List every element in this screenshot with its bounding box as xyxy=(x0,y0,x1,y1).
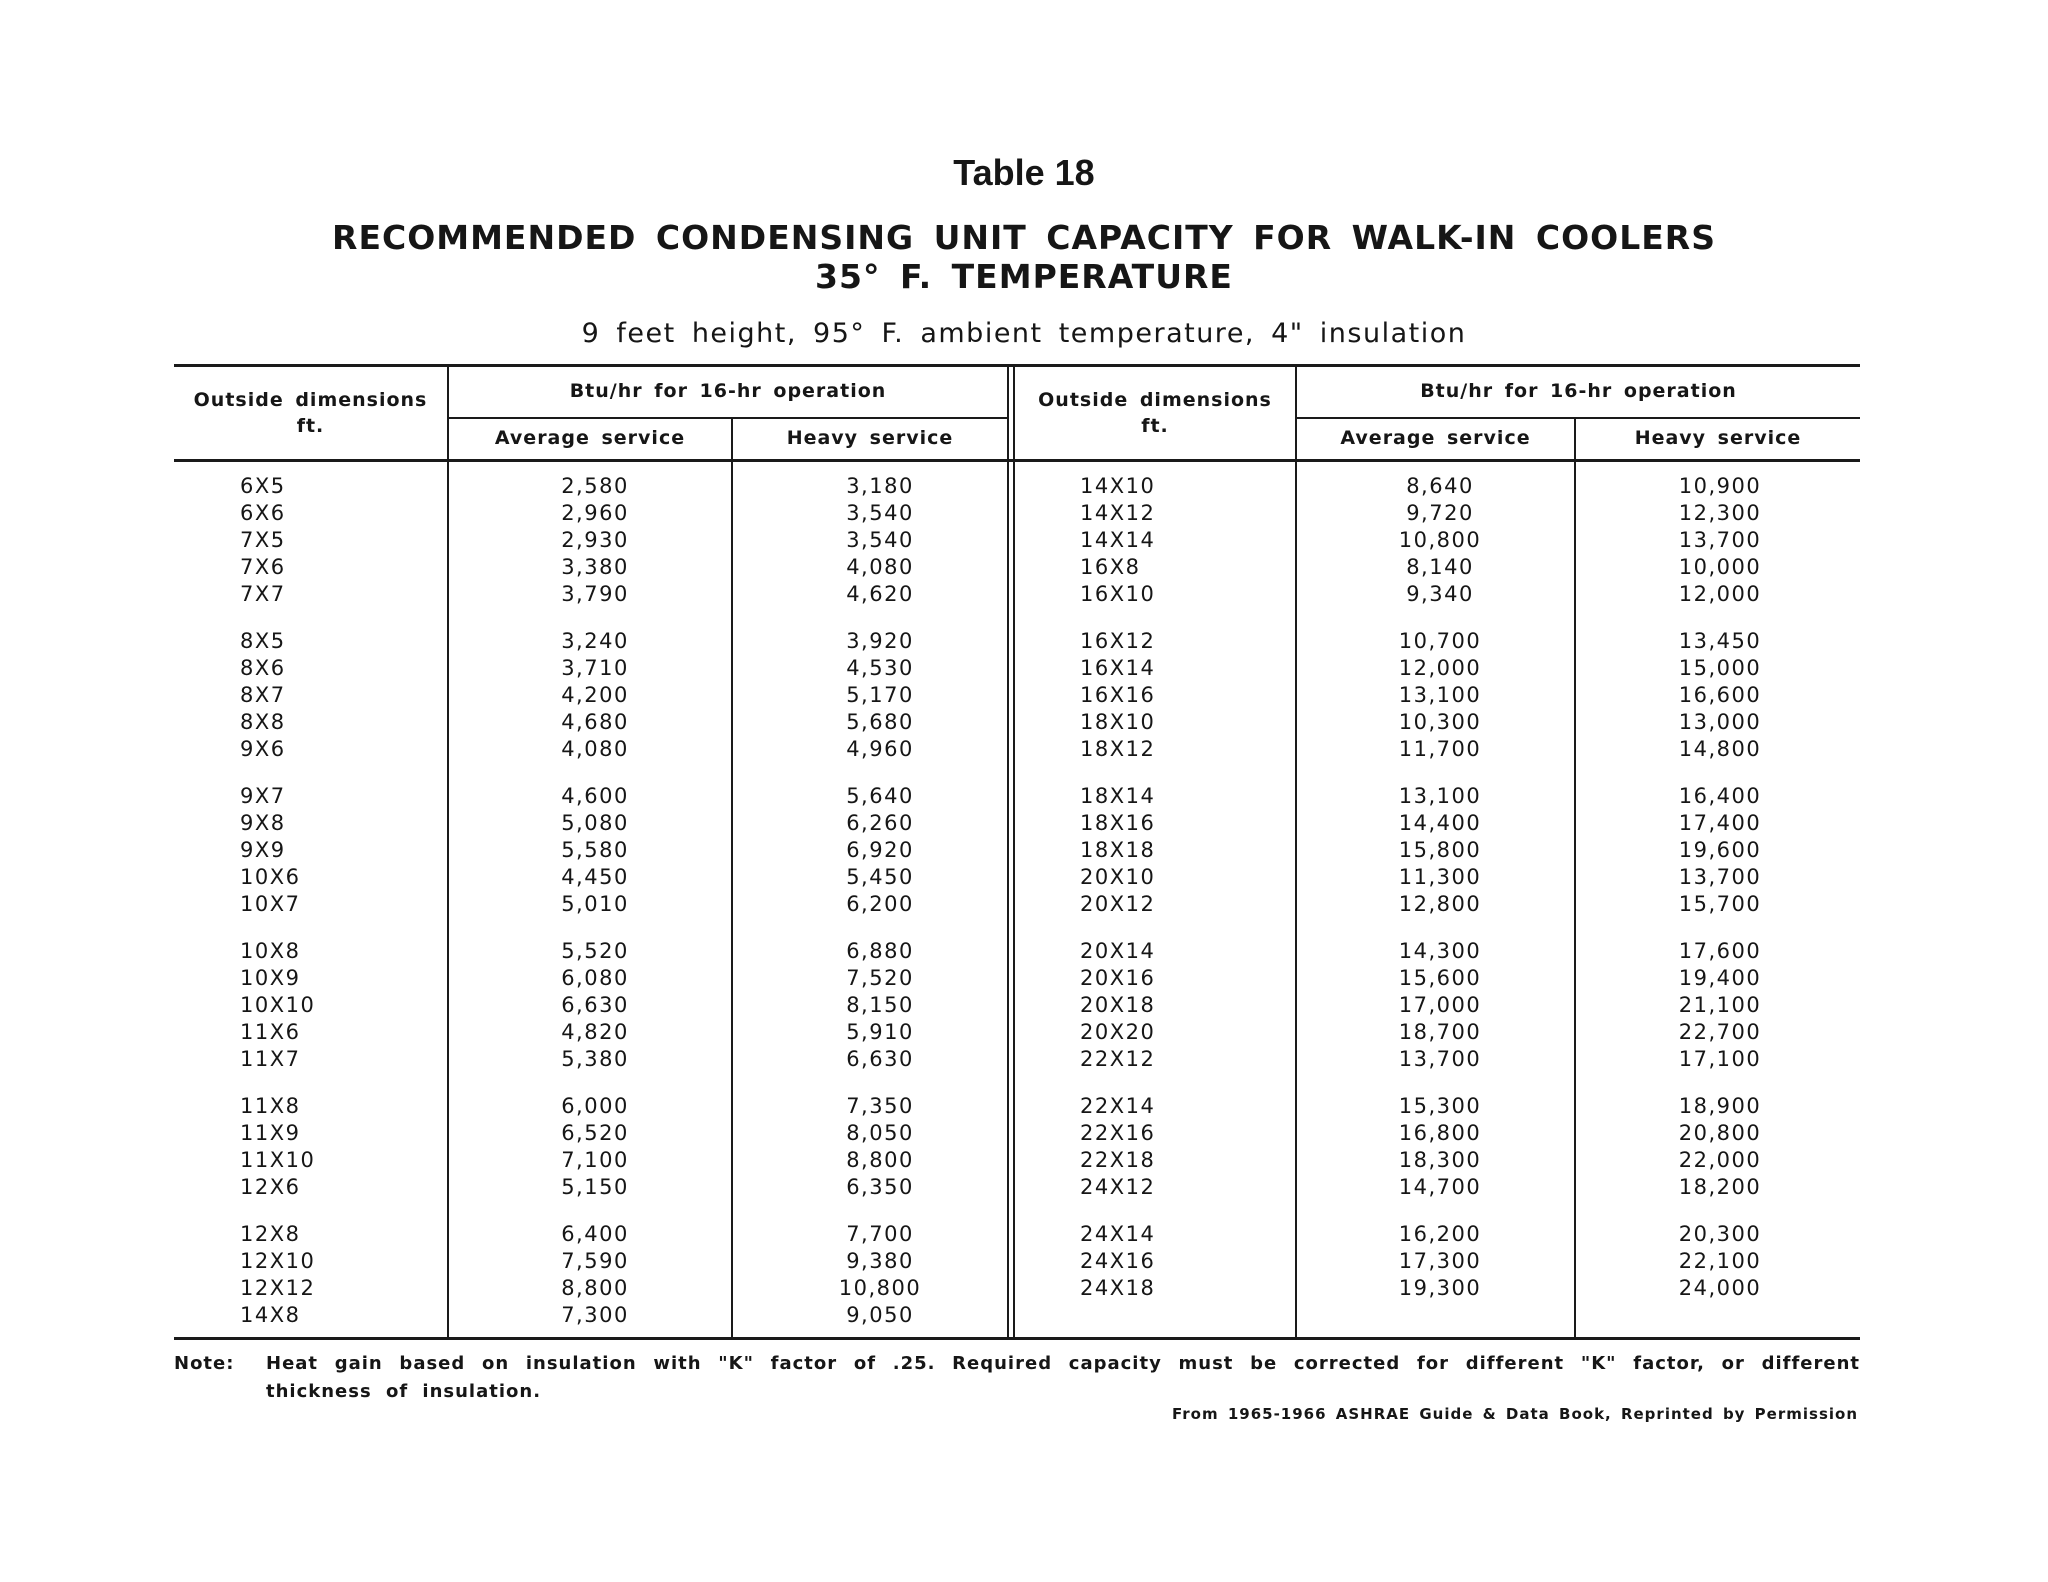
dimension-cell: 16X8 xyxy=(1080,555,1141,579)
heavy-service-cell: 13,700 xyxy=(1678,865,1762,889)
average-service-cell: 5,010 xyxy=(561,892,629,916)
table-row xyxy=(0,1147,2048,1174)
left-subheader-rule xyxy=(448,417,1008,419)
note-label: Note: xyxy=(174,1353,235,1374)
dimension-cell: 11X10 xyxy=(240,1148,316,1172)
average-service-cell: 11,300 xyxy=(1398,865,1482,889)
table-row xyxy=(0,736,2048,763)
average-service-cell: 13,100 xyxy=(1398,683,1482,707)
average-service-cell: 18,300 xyxy=(1398,1148,1482,1172)
heavy-service-cell: 17,400 xyxy=(1678,811,1762,835)
table-row xyxy=(0,709,2048,736)
dimension-cell: 16X14 xyxy=(1080,656,1156,680)
heavy-service-cell: 9,380 xyxy=(846,1249,914,1273)
table-row xyxy=(0,891,2048,918)
heavy-service-cell: 15,000 xyxy=(1678,656,1762,680)
heavy-service-cell: 4,530 xyxy=(846,656,914,680)
dimension-cell: 16X12 xyxy=(1080,629,1156,653)
average-service-cell: 2,960 xyxy=(561,501,629,525)
average-service-cell: 4,680 xyxy=(561,710,629,734)
heavy-service-cell xyxy=(1635,1302,1805,1329)
average-service-cell: 6,080 xyxy=(561,966,629,990)
table-top-rule xyxy=(174,364,1860,367)
heavy-service-cell: 6,630 xyxy=(846,1047,914,1071)
heavy-service-cell: 6,260 xyxy=(846,811,914,835)
average-service-cell: 10,300 xyxy=(1398,710,1482,734)
source-credit: From 1965-1966 ASHRAE Guide & Data Book, Reprinted by Permission xyxy=(1171,1405,1858,1423)
dimension-cell: 9X7 xyxy=(240,784,286,808)
dimension-cell: 20X18 xyxy=(1080,993,1156,1017)
average-service-cell: 4,600 xyxy=(561,784,629,808)
heavy-service-cell: 10,900 xyxy=(1678,474,1762,498)
dimension-cell: 18X18 xyxy=(1080,838,1156,862)
average-service-cell: 16,200 xyxy=(1398,1222,1482,1246)
note-text: Heat gain based on insulation with "K" factor of .25. Required capacity must be corrected for different "K" factor, or different thickness of insulation. xyxy=(266,1353,1860,1402)
table-row xyxy=(0,473,2048,500)
heavy-service-cell: 14,800 xyxy=(1678,737,1762,761)
table-row xyxy=(0,992,2048,1019)
heavy-service-cell: 13,450 xyxy=(1678,629,1762,653)
heavy-service-cell: 8,150 xyxy=(846,993,914,1017)
average-service-cell: 4,200 xyxy=(561,683,629,707)
heavy-service-cell: 8,050 xyxy=(846,1121,914,1145)
header-dimensions-unit: ft. xyxy=(1141,415,1169,437)
average-service-cell: 12,800 xyxy=(1398,892,1482,916)
table-row xyxy=(0,682,2048,709)
heavy-service-cell: 6,920 xyxy=(846,838,914,862)
dimension-cell: 22X12 xyxy=(1080,1047,1156,1071)
heavy-service-cell: 6,880 xyxy=(846,939,914,963)
average-service-cell: 13,100 xyxy=(1398,784,1482,808)
table-row xyxy=(0,1046,2048,1073)
heavy-service-cell: 22,100 xyxy=(1678,1249,1762,1273)
heavy-service-cell: 9,050 xyxy=(846,1303,914,1327)
heavy-service-cell: 4,080 xyxy=(846,555,914,579)
average-service-cell: 12,000 xyxy=(1398,656,1482,680)
heavy-service-cell: 22,000 xyxy=(1678,1148,1762,1172)
heavy-service-cell: 18,900 xyxy=(1678,1094,1762,1118)
dimension-cell: 6X6 xyxy=(240,501,286,525)
table-row xyxy=(0,655,2048,682)
average-service-cell: 4,450 xyxy=(561,865,629,889)
heavy-service-cell: 3,540 xyxy=(846,501,914,525)
heavy-service-cell: 7,350 xyxy=(846,1094,914,1118)
dimension-cell: 20X14 xyxy=(1080,939,1156,963)
table-number: Table 18 xyxy=(953,152,1095,193)
header-dimensions-left xyxy=(174,387,447,439)
dimension-cell: 18X10 xyxy=(1080,710,1156,734)
dimension-cell: 12X8 xyxy=(240,1222,301,1246)
heavy-service-cell: 8,800 xyxy=(846,1148,914,1172)
dimension-cell: 8X5 xyxy=(240,629,286,653)
heavy-service-cell: 17,600 xyxy=(1678,939,1762,963)
heavy-service-cell: 12,000 xyxy=(1678,582,1762,606)
dimension-cell: 12X12 xyxy=(240,1276,316,1300)
heavy-service-cell: 17,100 xyxy=(1678,1047,1762,1071)
heavy-service-cell: 12,300 xyxy=(1678,501,1762,525)
dimension-cell: 14X12 xyxy=(1080,501,1156,525)
header-heavy-right: Heavy service xyxy=(1634,427,1802,449)
dimension-cell: 9X6 xyxy=(240,737,286,761)
table-row xyxy=(0,1275,2048,1302)
average-service-cell: 16,800 xyxy=(1398,1121,1482,1145)
average-service-cell: 4,820 xyxy=(561,1020,629,1044)
heavy-service-cell: 3,540 xyxy=(846,528,914,552)
average-service-cell: 18,700 xyxy=(1398,1020,1482,1044)
dimension-cell: 7X7 xyxy=(240,582,286,606)
table-row xyxy=(0,500,2048,527)
dimension-cell: 10X8 xyxy=(240,939,301,963)
dimension-cell: 11X7 xyxy=(240,1047,301,1071)
table-row xyxy=(0,1174,2048,1201)
average-service-cell: 17,300 xyxy=(1398,1249,1482,1273)
heavy-service-cell: 4,620 xyxy=(846,582,914,606)
table-subtitle: 35° F. TEMPERATURE xyxy=(815,257,1233,296)
average-service-cell: 2,930 xyxy=(561,528,629,552)
dimension-cell: 12X6 xyxy=(240,1175,301,1199)
table-row xyxy=(0,1302,2048,1329)
table-bottom-rule xyxy=(174,1337,1860,1340)
table-row xyxy=(0,581,2048,608)
header-average-right: Average service xyxy=(1340,427,1531,449)
dimension-cell: 18X12 xyxy=(1080,737,1156,761)
header-dimensions-label: Outside dimensions xyxy=(1038,389,1272,411)
average-service-cell: 14,400 xyxy=(1398,811,1482,835)
heavy-service-cell: 5,450 xyxy=(846,865,914,889)
dimension-cell: 7X5 xyxy=(240,528,286,552)
dimension-cell: 18X14 xyxy=(1080,784,1156,808)
average-service-cell: 7,590 xyxy=(561,1249,629,1273)
average-service-cell: 6,520 xyxy=(561,1121,629,1145)
dimension-cell: 12X10 xyxy=(240,1249,316,1273)
average-service-cell: 3,790 xyxy=(561,582,629,606)
dimension-cell: 22X16 xyxy=(1080,1121,1156,1145)
average-service-cell: 5,580 xyxy=(561,838,629,862)
heavy-service-cell: 6,350 xyxy=(846,1175,914,1199)
table-row xyxy=(0,1248,2048,1275)
heavy-service-cell: 13,700 xyxy=(1678,528,1762,552)
header-average-left: Average service xyxy=(494,427,686,449)
heavy-service-cell: 10,000 xyxy=(1678,555,1762,579)
average-service-cell: 5,150 xyxy=(561,1175,629,1199)
dimension-cell: 24X16 xyxy=(1080,1249,1156,1273)
heavy-service-cell: 20,800 xyxy=(1678,1121,1762,1145)
average-service-cell: 15,800 xyxy=(1398,838,1482,862)
dimension-cell: 10X10 xyxy=(240,993,316,1017)
average-service-cell: 15,600 xyxy=(1398,966,1482,990)
dimension-cell: 6X5 xyxy=(240,474,286,498)
average-service-cell: 8,140 xyxy=(1406,555,1474,579)
table-row xyxy=(0,554,2048,581)
heavy-service-cell: 15,700 xyxy=(1678,892,1762,916)
dimension-cell: 24X18 xyxy=(1080,1276,1156,1300)
average-service-cell: 3,380 xyxy=(561,555,629,579)
table-row xyxy=(0,783,2048,810)
dimension-cell: 10X9 xyxy=(240,966,301,990)
heavy-service-cell: 18,200 xyxy=(1678,1175,1762,1199)
dimension-cell: 20X12 xyxy=(1080,892,1156,916)
average-service-cell: 10,700 xyxy=(1398,629,1482,653)
table-row xyxy=(0,837,2048,864)
dimension-cell: 14X10 xyxy=(1080,474,1156,498)
dimension-cell: 9X9 xyxy=(240,838,286,862)
heavy-service-cell: 5,680 xyxy=(846,710,914,734)
heavy-service-cell: 7,700 xyxy=(846,1222,914,1246)
table-row xyxy=(0,864,2048,891)
heavy-service-cell: 24,000 xyxy=(1678,1276,1762,1300)
average-service-cell: 9,720 xyxy=(1406,501,1474,525)
average-service-cell: 5,520 xyxy=(561,939,629,963)
dimension-cell: 14X8 xyxy=(240,1303,301,1327)
table-row xyxy=(0,1221,2048,1248)
average-service-cell: 14,300 xyxy=(1398,939,1482,963)
table-row xyxy=(0,1120,2048,1147)
header-dimensions-right xyxy=(1015,387,1295,439)
heavy-service-cell: 5,170 xyxy=(846,683,914,707)
average-service-cell: 11,700 xyxy=(1398,737,1482,761)
dimension-cell xyxy=(1080,1302,1220,1329)
table-row xyxy=(0,527,2048,554)
dimension-cell: 20X16 xyxy=(1080,966,1156,990)
heavy-service-cell: 16,400 xyxy=(1678,784,1762,808)
average-service-cell: 15,300 xyxy=(1398,1094,1482,1118)
heavy-service-cell: 3,180 xyxy=(846,474,914,498)
dimension-cell: 10X6 xyxy=(240,865,301,889)
dimension-cell: 22X14 xyxy=(1080,1094,1156,1118)
dimension-cell: 7X6 xyxy=(240,555,286,579)
average-service-cell: 6,400 xyxy=(561,1222,629,1246)
header-bottom-rule xyxy=(174,459,1860,462)
average-service-cell: 7,100 xyxy=(561,1148,629,1172)
heavy-service-cell: 19,400 xyxy=(1678,966,1762,990)
dimension-cell: 9X8 xyxy=(240,811,286,835)
heavy-service-cell: 20,300 xyxy=(1678,1222,1762,1246)
average-service-cell: 6,000 xyxy=(561,1094,629,1118)
table-conditions: 9 feet height, 95° F. ambient temperature, 4" insulation xyxy=(581,318,1467,349)
dimension-cell: 8X6 xyxy=(240,656,286,680)
average-service-cell: 7,300 xyxy=(561,1303,629,1327)
heavy-service-cell: 21,100 xyxy=(1678,993,1762,1017)
header-heavy-left: Heavy service xyxy=(786,427,954,449)
average-service-cell: 14,700 xyxy=(1398,1175,1482,1199)
average-service-cell: 6,630 xyxy=(561,993,629,1017)
dimension-cell: 10X7 xyxy=(240,892,301,916)
heavy-service-cell: 5,640 xyxy=(846,784,914,808)
header-btu-left: Btu/hr for 16-hr operation xyxy=(569,380,887,402)
average-service-cell: 8,640 xyxy=(1406,474,1474,498)
average-service-cell: 2,580 xyxy=(561,474,629,498)
heavy-service-cell: 4,960 xyxy=(846,737,914,761)
dimension-cell: 24X12 xyxy=(1080,1175,1156,1199)
average-service-cell: 3,240 xyxy=(561,629,629,653)
heavy-service-cell: 16,600 xyxy=(1678,683,1762,707)
dimension-cell: 20X10 xyxy=(1080,865,1156,889)
average-service-cell: 3,710 xyxy=(561,656,629,680)
right-subheader-rule xyxy=(1295,417,1860,419)
average-service-cell: 8,800 xyxy=(561,1276,629,1300)
average-service-cell: 13,700 xyxy=(1398,1047,1482,1071)
dimension-cell: 24X14 xyxy=(1080,1222,1156,1246)
average-service-cell: 9,340 xyxy=(1406,582,1474,606)
dimension-cell: 16X10 xyxy=(1080,582,1156,606)
average-service-cell: 17,000 xyxy=(1398,993,1482,1017)
header-dimensions-label: Outside dimensions xyxy=(193,389,428,411)
table-row xyxy=(0,938,2048,965)
dimension-cell: 16X16 xyxy=(1080,683,1156,707)
heavy-service-cell: 22,700 xyxy=(1678,1020,1762,1044)
average-service-cell xyxy=(1355,1302,1525,1329)
header-dimensions-unit: ft. xyxy=(296,415,325,437)
dimension-cell: 22X18 xyxy=(1080,1148,1156,1172)
dimension-cell: 11X9 xyxy=(240,1121,301,1145)
average-service-cell: 5,380 xyxy=(561,1047,629,1071)
heavy-service-cell: 10,800 xyxy=(838,1276,922,1300)
dimension-cell: 20X20 xyxy=(1080,1020,1156,1044)
average-service-cell: 10,800 xyxy=(1398,528,1482,552)
dimension-cell: 11X8 xyxy=(240,1094,301,1118)
dimension-cell: 11X6 xyxy=(240,1020,301,1044)
average-service-cell: 19,300 xyxy=(1398,1276,1482,1300)
dimension-cell: 8X8 xyxy=(240,710,286,734)
heavy-service-cell: 5,910 xyxy=(846,1020,914,1044)
average-service-cell: 4,080 xyxy=(561,737,629,761)
dimension-cell: 14X14 xyxy=(1080,528,1156,552)
average-service-cell: 5,080 xyxy=(561,811,629,835)
table-row xyxy=(0,628,2048,655)
heavy-service-cell: 6,200 xyxy=(846,892,914,916)
dimension-cell: 18X16 xyxy=(1080,811,1156,835)
table-row xyxy=(0,965,2048,992)
heavy-service-cell: 13,000 xyxy=(1678,710,1762,734)
heavy-service-cell: 7,520 xyxy=(846,966,914,990)
table-title: RECOMMENDED CONDENSING UNIT CAPACITY FOR WALK-IN COOLERS xyxy=(332,218,1716,257)
table-row xyxy=(0,1093,2048,1120)
header-btu-right: Btu/hr for 16-hr operation xyxy=(1420,380,1737,402)
heavy-service-cell: 3,920 xyxy=(846,629,914,653)
dimension-cell: 8X7 xyxy=(240,683,286,707)
heavy-service-cell: 19,600 xyxy=(1678,838,1762,862)
table-row xyxy=(0,810,2048,837)
table-row xyxy=(0,1019,2048,1046)
